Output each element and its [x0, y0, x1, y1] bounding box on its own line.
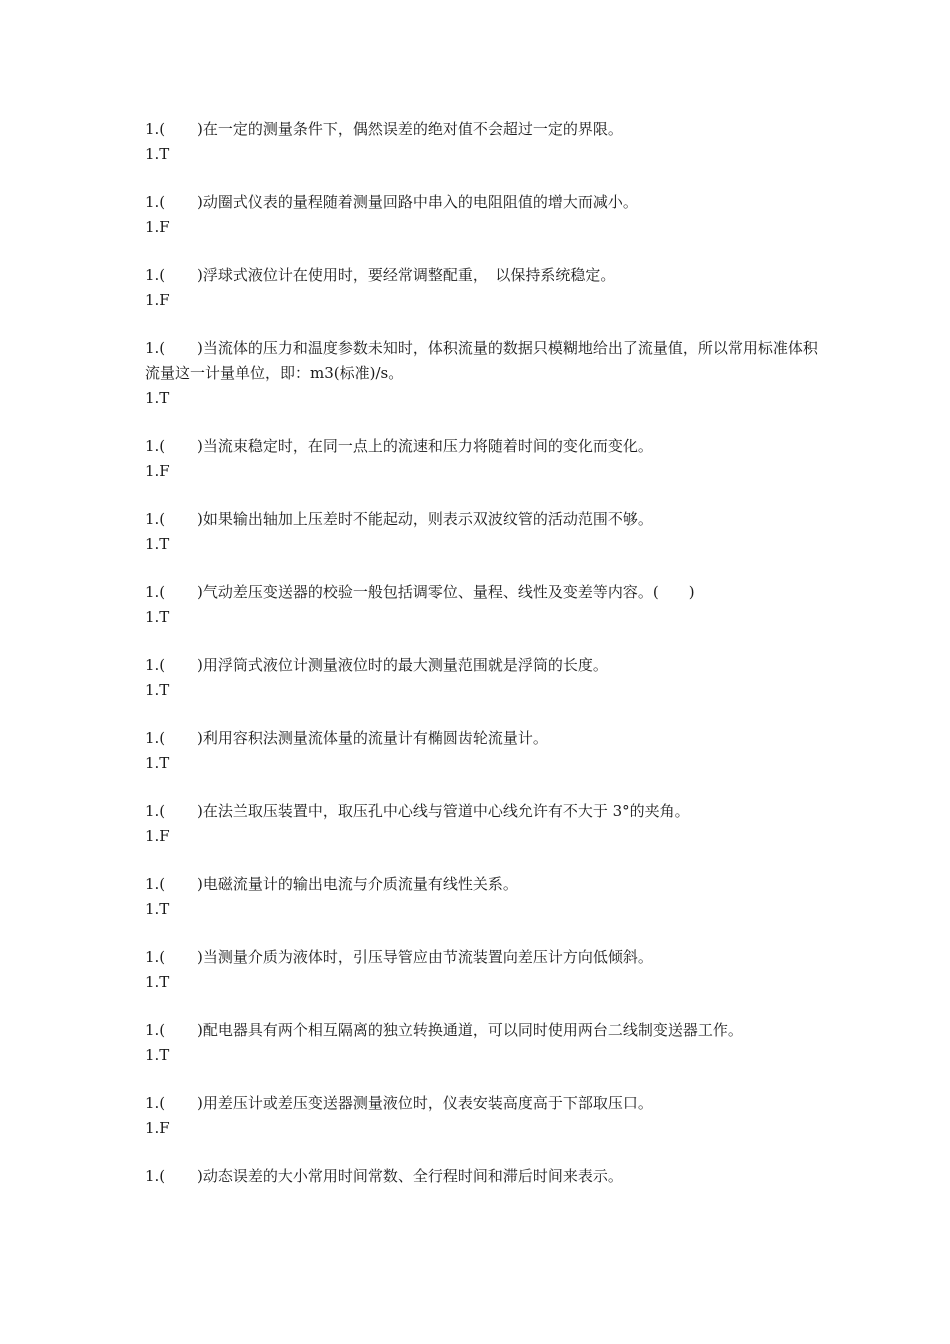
question-list: [145, 117, 825, 1212]
question-item: [145, 653, 825, 703]
question-line: [145, 1164, 825, 1189]
question-line: [145, 799, 825, 824]
question-text: )如果输出轴加上压差时不能起动，则表示双波纹管的活动范围不够。: [197, 510, 653, 528]
question-text: )气动差压变送器的校验一般包括调零位、量程、线性及变差等内容。( ): [197, 583, 695, 601]
question-line: [145, 726, 825, 751]
answer-key: 1.T: [145, 754, 170, 772]
question-item: [145, 945, 825, 995]
question-text: )当流束稳定时，在同一点上的流速和压力将随着时间的变化而变化。: [197, 437, 653, 455]
answer-key: 1.T: [145, 973, 170, 991]
question-number: 1.(: [145, 1167, 166, 1185]
question-item: [145, 580, 825, 630]
question-number: 1.(: [145, 510, 166, 528]
answer-key: 1.T: [145, 535, 170, 553]
question-item: [145, 872, 825, 922]
question-number: 1.(: [145, 339, 166, 357]
answer-key: 1.T: [145, 145, 170, 163]
question-line: [145, 434, 825, 459]
question-item: [145, 190, 825, 240]
answer-key: 1.F: [145, 218, 170, 236]
question-text: )在一定的测量条件下，偶然误差的绝对值不会超过一定的界限。: [197, 120, 623, 138]
question-number: 1.(: [145, 266, 166, 284]
answer-key: 1.F: [145, 291, 170, 309]
question-number: 1.(: [145, 193, 166, 211]
answer-key: 1.F: [145, 462, 170, 480]
question-text: )电磁流量计的输出电流与介质流量有线性关系。: [197, 875, 518, 893]
question-number: 1.(: [145, 875, 166, 893]
answer-key: 1.F: [145, 1119, 170, 1137]
question-text: )当测量介质为液体时，引压导管应由节流装置向差压计方向低倾斜。: [197, 948, 653, 966]
question-text: )用差压计或差压变送器测量液位时，仪表安装高度高于下部取压口。: [197, 1094, 653, 1112]
question-text: )在法兰取压装置中，取压孔中心线与管道中心线允许有不大于 3°的夹角。: [197, 802, 690, 820]
answer-key: 1.T: [145, 900, 170, 918]
question-line: [145, 653, 825, 678]
question-text: )利用容积法测量流体量的流量计有椭圆齿轮流量计。: [197, 729, 548, 747]
answer-key: 1.T: [145, 1046, 170, 1064]
question-line: [145, 1091, 825, 1116]
question-number: 1.(: [145, 1094, 166, 1112]
question-text: )用浮筒式液位计测量液位时的最大测量范围就是浮筒的长度。: [197, 656, 608, 674]
question-number: 1.(: [145, 729, 166, 747]
question-item: [145, 1091, 825, 1141]
answer-key: 1.T: [145, 608, 170, 626]
question-line: [145, 1018, 825, 1043]
question-item: [145, 726, 825, 776]
question-item: [145, 263, 825, 313]
question-item: [145, 1018, 825, 1068]
question-line: [145, 263, 825, 288]
question-number: 1.(: [145, 120, 166, 138]
question-item: [145, 336, 825, 411]
question-item: [145, 1164, 825, 1189]
question-item: [145, 507, 825, 557]
question-number: 1.(: [145, 948, 166, 966]
question-number: 1.(: [145, 583, 166, 601]
question-line: [145, 336, 825, 386]
question-text: )当流体的压力和温度参数未知时，体积流量的数据只模糊地给出了流量值，所以常用标准体积流量这一计量单位，即：m3(标准)/s。: [145, 339, 818, 382]
question-line: [145, 872, 825, 897]
answer-key: 1.T: [145, 681, 170, 699]
question-number: 1.(: [145, 656, 166, 674]
question-line: [145, 507, 825, 532]
question-text: )浮球式液位计在使用时，要经常调整配重， 以保持系统稳定。: [197, 266, 616, 284]
question-line: [145, 580, 825, 605]
question-item: [145, 117, 825, 167]
question-number: 1.(: [145, 802, 166, 820]
question-text: )动圈式仪表的量程随着测量回路中串入的电阻阻值的增大而减小。: [197, 193, 638, 211]
question-text: )配电器具有两个相互隔离的独立转换通道，可以同时使用两台二线制变送器工作。: [197, 1021, 743, 1039]
question-item: [145, 434, 825, 484]
answer-key: 1.F: [145, 827, 170, 845]
question-number: 1.(: [145, 1021, 166, 1039]
question-item: [145, 799, 825, 849]
question-text: )动态误差的大小常用时间常数、全行程时间和滞后时间来表示。: [197, 1167, 623, 1185]
question-line: [145, 945, 825, 970]
question-line: [145, 190, 825, 215]
question-line: [145, 117, 825, 142]
question-number: 1.(: [145, 437, 166, 455]
answer-key: 1.T: [145, 389, 170, 407]
